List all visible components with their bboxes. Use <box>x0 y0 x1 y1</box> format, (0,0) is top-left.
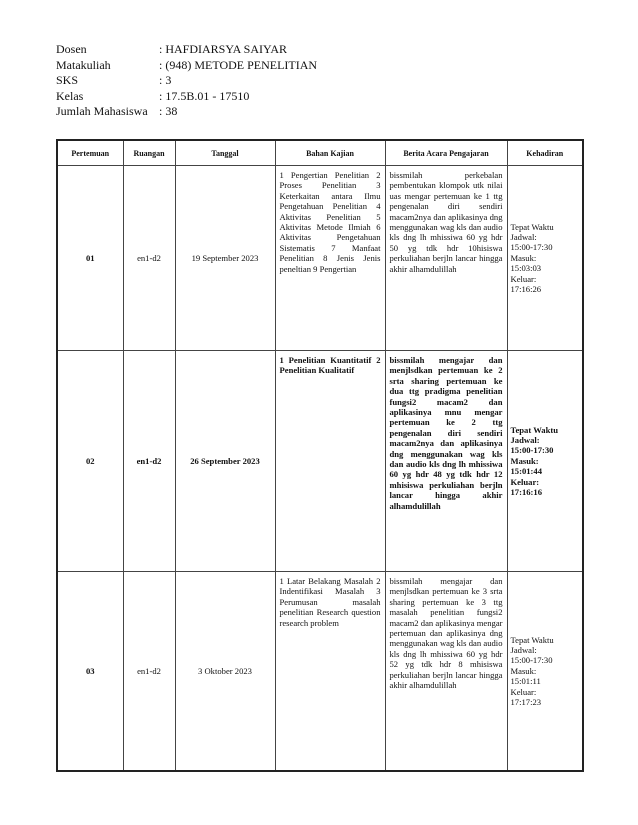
kehadiran-keluar-value: 17:16:16 <box>510 487 543 498</box>
info-value: : 17.5B.01 - 17510 <box>159 88 250 103</box>
pertemuan-cell: 02 <box>57 351 123 572</box>
kehadiran-masuk-label: Masuk: <box>510 455 539 466</box>
kehadiran-status: Tepat Waktu <box>510 634 554 645</box>
info-row-sks <box>56 73 317 89</box>
info-label: Dosen <box>56 42 87 56</box>
tanggal-cell: 3 Oktober 2023 <box>175 572 275 772</box>
kehadiran-masuk-label: Masuk: <box>510 252 537 263</box>
header-info <box>56 42 317 120</box>
kehadiran-jadwal-value: 15:00-17:30 <box>510 655 553 666</box>
ruangan-cell: en1-d2 <box>123 351 175 572</box>
tanggal-cell: 26 September 2023 <box>175 351 275 572</box>
info-row-matakuliah <box>56 58 317 74</box>
kehadiran-cell <box>507 351 583 572</box>
kehadiran-cell <box>507 572 583 772</box>
info-row-kelas <box>56 89 317 105</box>
kehadiran-keluar-label: Keluar: <box>510 686 537 697</box>
info-value: : 3 <box>159 73 172 87</box>
column-header: Berita Acara Pengajaran <box>385 140 507 166</box>
ruangan-cell: en1-d2 <box>123 572 175 772</box>
kehadiran-keluar-label: Keluar: <box>510 273 537 284</box>
info-label: Kelas <box>56 88 84 103</box>
column-header: Bahan Kajian <box>275 140 385 166</box>
kehadiran-cell <box>507 166 583 351</box>
kehadiran-keluar-value: 17:17:23 <box>510 697 542 708</box>
table-row <box>57 572 583 772</box>
kehadiran-jadwal-label: Jadwal: <box>510 644 537 655</box>
kehadiran-keluar-value: 17:16:26 <box>510 284 542 295</box>
berita-acara-cell: bissmilah perkebalan pembentukan klompok utk nilai uas mengar pertemuan ke 1 ttg pengenalan diri sendiri macam2nya dan aplikasinya dng menggunakan wag kls dan audio kls dng lh mhissiwa 60 yg hdr 50 yg tdk hdr 10hisiswa perkuliahan berjln lancar hingga akhir alhamdulillah <box>385 166 507 351</box>
info-label: Jumlah Mahasiswa <box>56 104 148 118</box>
info-value: : (948) METODE PENELITIAN <box>159 57 318 72</box>
kehadiran-masuk-value: 15:01:44 <box>510 466 543 477</box>
info-label: SKS <box>56 73 79 87</box>
info-label: Matakuliah <box>56 57 111 72</box>
column-header: Pertemuan <box>57 140 123 166</box>
table-row <box>57 166 583 351</box>
schedule-table <box>56 139 584 772</box>
kehadiran-jadwal-label: Jadwal: <box>510 434 540 445</box>
table-header-row <box>57 140 583 166</box>
kehadiran-status: Tepat Waktu <box>510 424 559 435</box>
table-row <box>57 351 583 572</box>
info-value: : HAFDIARSYA SAIYAR <box>159 42 288 56</box>
kehadiran-masuk-value: 15:01:11 <box>510 676 541 687</box>
ruangan-cell: en1-d2 <box>123 166 175 351</box>
bahan-kajian-cell: 1 Latar Belakang Masalah 2 Indentifikasi Masalah 3 Perumusan masalah penelitian Research question research problem <box>275 572 385 772</box>
column-header: Kehadiran <box>507 140 583 166</box>
pertemuan-cell: 01 <box>57 166 123 351</box>
berita-acara-cell: bissmilah mengajar dan menjlsdkan pertemuan ke 3 srta sharing pertemuan ke 3 ttg masalah penelitian fungsi2 macam2 dan aplikasinya mengar pertemuan dan aplikasinya dng menggunakan wag kls dan audio kls dng lh mhissiwa 60 yg hdr 52 yg tdk hdr 8 mhisiswa perkuliahan berjln lancar hingga akhir alhamdulillah <box>385 572 507 772</box>
kehadiran-masuk-label: Masuk: <box>510 665 537 676</box>
tanggal-cell: 19 September 2023 <box>175 166 275 351</box>
kehadiran-jadwal-value: 15:00-17:30 <box>510 445 554 456</box>
kehadiran-jadwal-value: 15:00-17:30 <box>510 242 553 253</box>
column-header: Ruangan <box>123 140 175 166</box>
pertemuan-cell: 03 <box>57 572 123 772</box>
bahan-kajian-cell: 1 Pengertian Penelitian 2 Proses Penelitian 3 Keterkaitan antara Ilmu Pengetahuan Penelitian 4 Aktivitas Penelitian 5 Aktivitas Metode Ilmiah 6 Aktivitas Pengetahuan Sistematis 7 Manfaat Penelitian 8 Jenis Jenis peneltian 9 Pengertian <box>275 166 385 351</box>
kehadiran-masuk-value: 15:03:03 <box>510 263 542 274</box>
kehadiran-jadwal-label: Jadwal: <box>510 231 537 242</box>
info-row-jumlah <box>56 104 317 120</box>
kehadiran-keluar-label: Keluar: <box>510 476 540 487</box>
info-value: : 38 <box>159 104 178 118</box>
berita-acara-cell: bissmilah mengajar dan menjlsdkan pertemuan ke 2 srta sharing pertemuan ke dua ttg pradigma penelitian fungsi2 macam2 dan aplikasinya mnu mengar pertemuan ke 2 ttg pengenalan diri sendiri macam2nya dan aplikasinya dng menggunakan wag kls dan audio kls dng lh mhissiwa 60 yg hdr 48 yg tdk hdr 12 mhisiswa perkuliahan berjln lancar hingga akhir alhamdulillah <box>385 351 507 572</box>
bahan-kajian-cell: 1 Penelitian Kuantitatif 2 Penelitian Kualitatif <box>275 351 385 572</box>
column-header: Tanggal <box>175 140 275 166</box>
kehadiran-status: Tepat Waktu <box>510 221 554 232</box>
info-row-dosen <box>56 42 317 58</box>
